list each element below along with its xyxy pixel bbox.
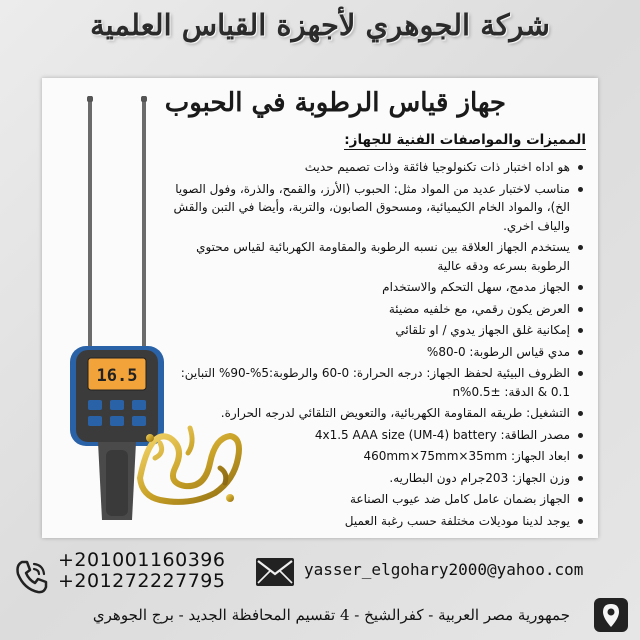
specs-heading: المميزات والمواصفات الفنية للجهاز: xyxy=(344,132,586,148)
specs-list xyxy=(166,158,586,533)
location-pin-icon xyxy=(594,598,628,632)
product-card xyxy=(42,78,598,538)
spec-item: الظروف البيئية لحفظ الجهاز: درجه الحرارة: 0-60 والرطوبة:5%-90% التباين: 0.1 & الدقة: ±0.5%n xyxy=(166,364,586,401)
phone-icon xyxy=(10,556,52,598)
spec-item: وزن الجهاز: 203جرام دون البطاريه. xyxy=(166,469,586,488)
spec-item: هو اداه اختبار ذات تكنولوجيا فائقة وذات تصميم حديث xyxy=(166,158,586,177)
spec-item: مصدر الطاقة: 4x1.5 AAA size (UM-4) battery xyxy=(166,426,586,445)
company-name: شركة الجوهري لأجهزة القياس العلمية xyxy=(90,8,550,42)
address-bar xyxy=(0,600,640,636)
spec-item: الجهاز بضمان عامل كامل ضد عيوب الصناعة xyxy=(166,490,586,509)
spec-item: مدي قياس الرطوبة: 0-80% xyxy=(166,343,586,362)
email-address[interactable]: yasser_elgohary2000@yahoo.com xyxy=(304,560,584,579)
product-title: جهاز قياس الرطوبة في الحبوب xyxy=(164,88,506,118)
spec-item: التشغيل: طريقه المقاومة الكهربائية، والتعويض التلقائي لدرجه الحرارة. xyxy=(166,404,586,423)
contact-bar xyxy=(0,548,640,598)
spec-item: مناسب لاختبار عديد من المواد مثل: الحبوب (الأرز، والقمح، والذرة، وفول الصويا الخ)، والمواد الخام الكيميائية، ومسحوق الصابون، والتربة، وأيضا في التبن والقش والياف اخري. xyxy=(166,180,586,236)
spec-item: ابعاد الجهاز: 460mm×75mm×35mm xyxy=(166,447,586,466)
mail-icon xyxy=(256,558,294,586)
spec-item: الجهاز مدمج، سهل التحكم والاستخدام xyxy=(166,278,586,297)
spec-item: العرض يكون رقمي، مع خلفيه مضيئة xyxy=(166,300,586,319)
phone-number[interactable]: +201272227795 xyxy=(58,570,226,592)
phone-numbers[interactable] xyxy=(58,550,225,592)
spec-item: يوجد لدينا موديلات مختلفة حسب رغبة العميل xyxy=(166,512,586,531)
spec-item: إمكانية غلق الجهاز يدوي / او تلقائي xyxy=(166,321,586,340)
address-text: جمهورية مصر العربية - كفرالشيخ - 4 تقسيم المحافظة الجديد - برج الجوهري xyxy=(92,606,570,624)
phone-number[interactable]: +201001160396 xyxy=(58,549,226,571)
spec-item: يستخدم الجهاز العلاقة بين نسبه الرطوبة والمقاومة الكهربائية لقياس محتوي الرطوبة بسرعه ودقه عالية xyxy=(166,238,586,275)
device-reading: 16.5 xyxy=(96,366,138,386)
